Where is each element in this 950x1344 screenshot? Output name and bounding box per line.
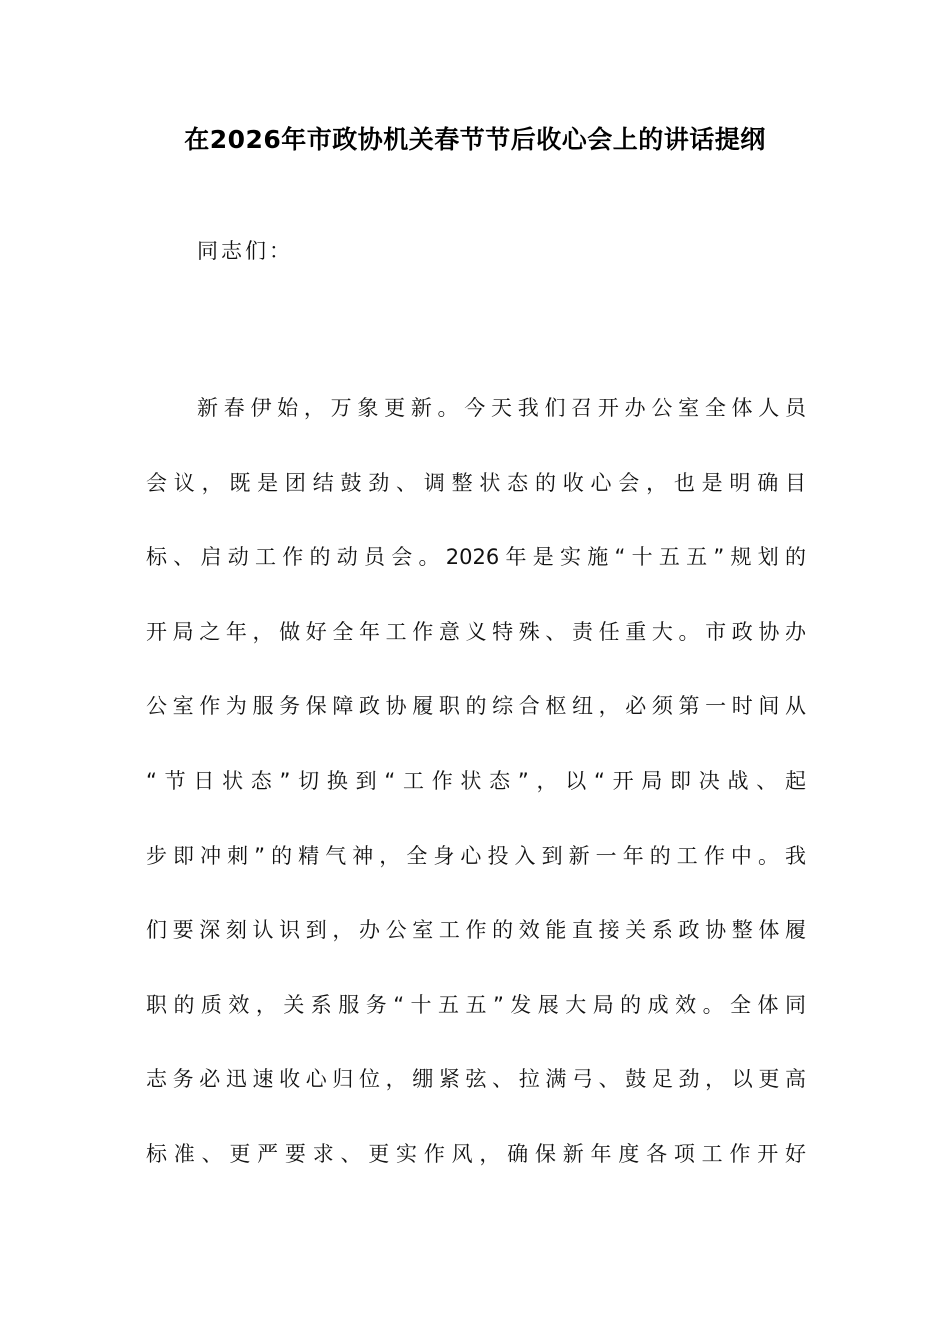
paragraph-line: 开局之年，做好全年工作意义特殊、责任重大。市政协办 — [146, 619, 806, 644]
paragraph-line: 新春伊始，万象更新。今天我们召开办公室全体人员 — [197, 396, 806, 420]
paragraph-line: 标、启动工作的动员会。2026年是实施“十五五”规划的 — [146, 545, 806, 570]
paragraph-line: “节日状态”切换到“工作状态”，以“开局即决战、起 — [146, 768, 806, 793]
paragraph-line: 志务必迅速收心归位，绷紧弦、拉满弓、鼓足劲，以更高 — [146, 1067, 806, 1092]
paragraph-line: 会议，既是团结鼓劲、调整状态的收心会，也是明确目 — [146, 470, 806, 495]
body-paragraph — [146, 388, 806, 1209]
paragraph-line: 步即冲刺”的精气神，全身心投入到新一年的工作中。我 — [146, 843, 806, 868]
paragraph-line: 标准、更严要求、更实作风，确保新年度各项工作开好 — [146, 1141, 806, 1166]
paragraph-line: 公室作为服务保障政协履职的综合枢纽，必须第一时间从 — [146, 694, 806, 719]
document-title: 在2026年市政协机关春节节后收心会上的讲话提纲 — [184, 125, 766, 154]
paragraph-line: 们要深刻认识到，办公室工作的效能直接关系政协整体履 — [146, 918, 806, 943]
salutation: 同志们： — [197, 239, 293, 263]
paragraph-line: 职的质效，关系服务“十五五”发展大局的成效。全体同 — [146, 992, 806, 1017]
